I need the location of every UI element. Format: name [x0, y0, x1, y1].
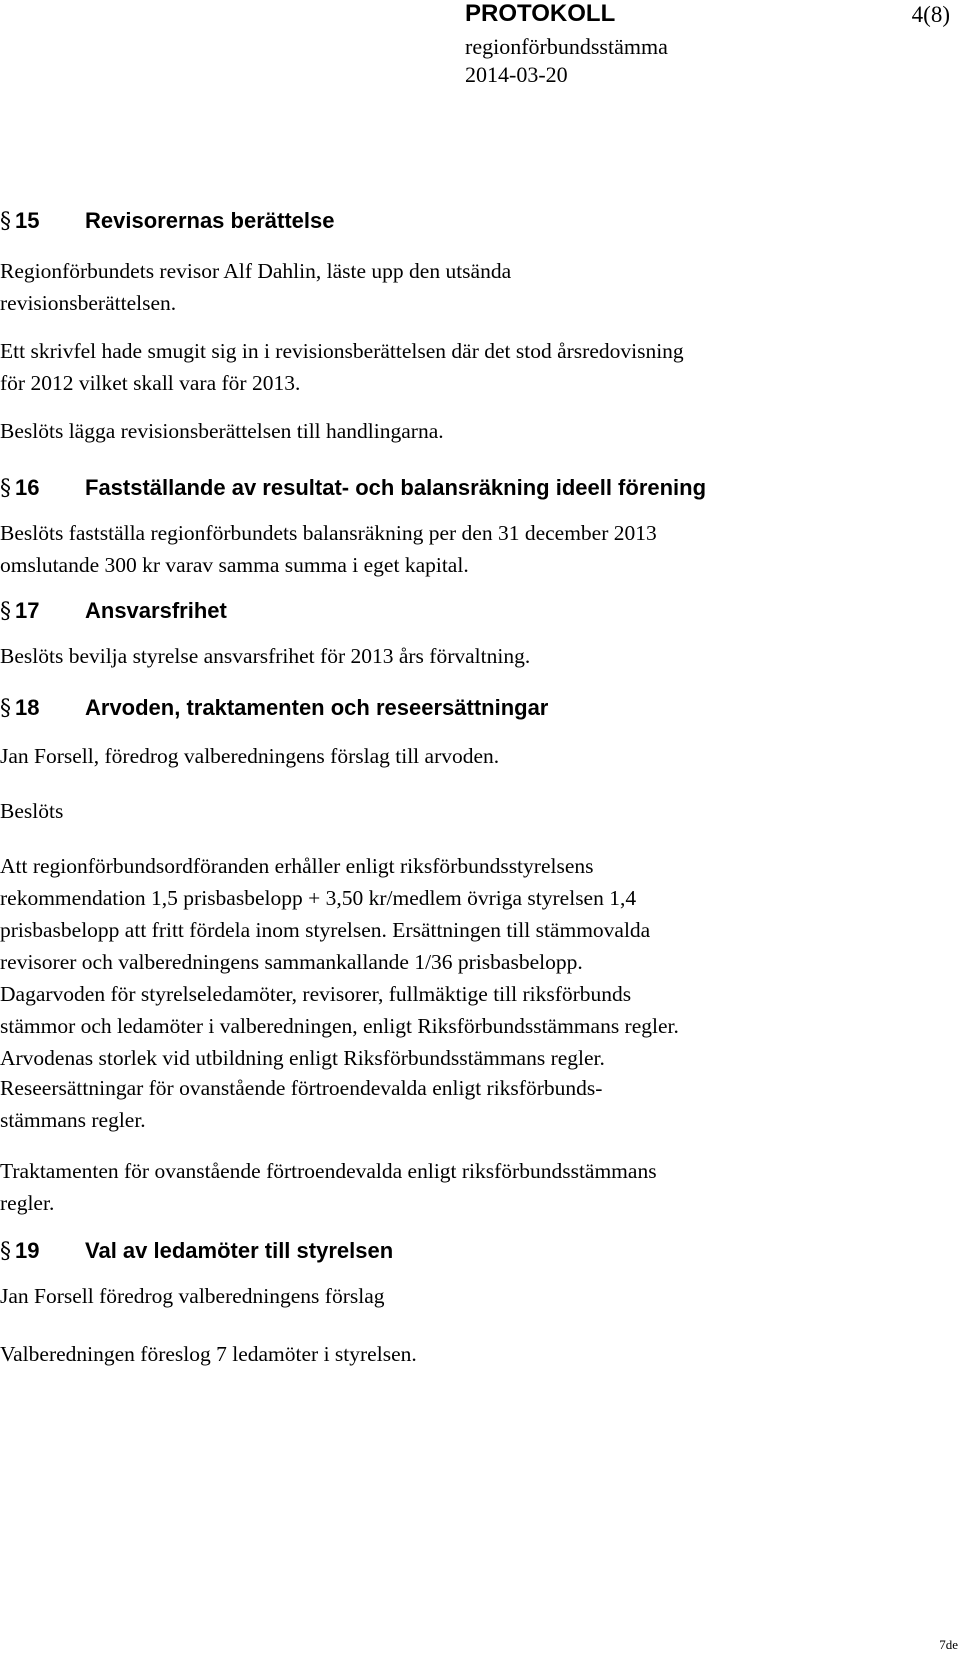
paragraph-line: Beslöts [0, 799, 64, 823]
section-title: Ansvarsfrihet [85, 598, 227, 623]
paragraph-line: revisionsberättelsen. [0, 291, 177, 315]
section-number: 16 [15, 475, 40, 500]
section-paragraph [0, 255, 830, 319]
section-paragraph [0, 335, 830, 399]
section-heading [0, 598, 227, 624]
paragraph-line: Att regionförbundsordföranden erhåller enligt riksförbundsstyrelsens [0, 854, 594, 878]
document-type-title: PROTOKOLL [465, 0, 616, 27]
section-paragraph [0, 517, 830, 581]
section-paragraph [0, 1338, 830, 1370]
section-symbol: § [0, 476, 11, 501]
section-title: Arvoden, traktamenten och reseersättningar [85, 695, 549, 720]
paragraph-line: stämmor och ledamöter i valberedningen, enligt Riksförbundsstämmans regler. [0, 1014, 679, 1038]
section-number: 18 [15, 695, 40, 720]
meeting-name: regionförbundsstämma [465, 34, 668, 59]
paragraph-line: för 2012 vilket skall vara för 2013. [0, 371, 301, 395]
section-paragraph [0, 1280, 830, 1312]
section-paragraph [0, 415, 830, 447]
section-heading [0, 475, 707, 501]
section-symbol: § [0, 696, 11, 721]
section-paragraph [0, 740, 830, 772]
footer-initials: 7de [939, 1637, 958, 1652]
paragraph-line: rekommendation 1,5 prisbasbelopp + 3,50 kr/medlem övriga styrelsen 1,4 [0, 886, 637, 910]
paragraph-line: prisbasbelopp att fritt fördela inom styrelsen. Ersättningen till stämmovalda [0, 918, 651, 942]
paragraph-line: omslutande 300 kr varav samma summa i eget kapital. [0, 553, 469, 577]
section-paragraph [0, 640, 830, 672]
paragraph-line: Reseersättningar för ovanstående förtroendevalda enligt riksförbunds- [0, 1076, 603, 1100]
section-paragraph [0, 795, 830, 827]
paragraph-line: Beslöts fastställa regionförbundets balansräkning per den 31 december 2013 [0, 521, 657, 545]
paragraph-line: Beslöts lägga revisionsberättelsen till handlingarna. [0, 419, 444, 443]
page-number: 4(8) [911, 2, 950, 27]
section-paragraph [0, 1072, 830, 1136]
section-number: 19 [15, 1238, 40, 1263]
paragraph-line: Regionförbundets revisor Alf Dahlin, läste upp den utsända [0, 259, 512, 283]
paragraph-line: regler. [0, 1191, 55, 1215]
section-heading [0, 208, 335, 234]
paragraph-line: Ett skrivfel hade smugit sig in i revisionsberättelsen där det stod årsredovisning [0, 339, 684, 363]
section-paragraph [0, 850, 830, 1074]
paragraph-line: stämmans regler. [0, 1108, 146, 1132]
paragraph-line: revisorer och valberedningens sammankallande 1/36 prisbasbelopp. [0, 950, 583, 974]
paragraph-line: Jan Forsell föredrog valberedningens förslag [0, 1284, 385, 1308]
paragraph-line: Valberedningen föreslog 7 ledamöter i styrelsen. [0, 1342, 417, 1366]
section-title: Revisorernas berättelse [85, 208, 335, 233]
section-title: Val av ledamöter till styrelsen [85, 1238, 394, 1263]
paragraph-line: Traktamenten för ovanstående förtroendevalda enligt riksförbundsstämmans [0, 1159, 657, 1183]
section-symbol: § [0, 599, 11, 624]
section-paragraph [0, 1155, 830, 1219]
meeting-date: 2014-03-20 [465, 62, 568, 87]
section-symbol: § [0, 1239, 11, 1264]
paragraph-line: Jan Forsell, föredrog valberedningens förslag till arvoden. [0, 744, 500, 768]
section-number: 15 [15, 208, 40, 233]
section-title: Fastställande av resultat- och balansräkning ideell förening [85, 475, 707, 500]
paragraph-line: Beslöts bevilja styrelse ansvarsfrihet för 2013 års förvaltning. [0, 644, 531, 668]
section-heading [0, 1238, 394, 1264]
paragraph-line: Dagarvoden för styrelseledamöter, revisorer, fullmäktige till riksförbunds [0, 982, 632, 1006]
section-heading [0, 695, 549, 721]
section-number: 17 [15, 598, 40, 623]
paragraph-line: Arvodenas storlek vid utbildning enligt Riksförbundsstämmans regler. [0, 1046, 605, 1070]
section-symbol: § [0, 209, 11, 234]
